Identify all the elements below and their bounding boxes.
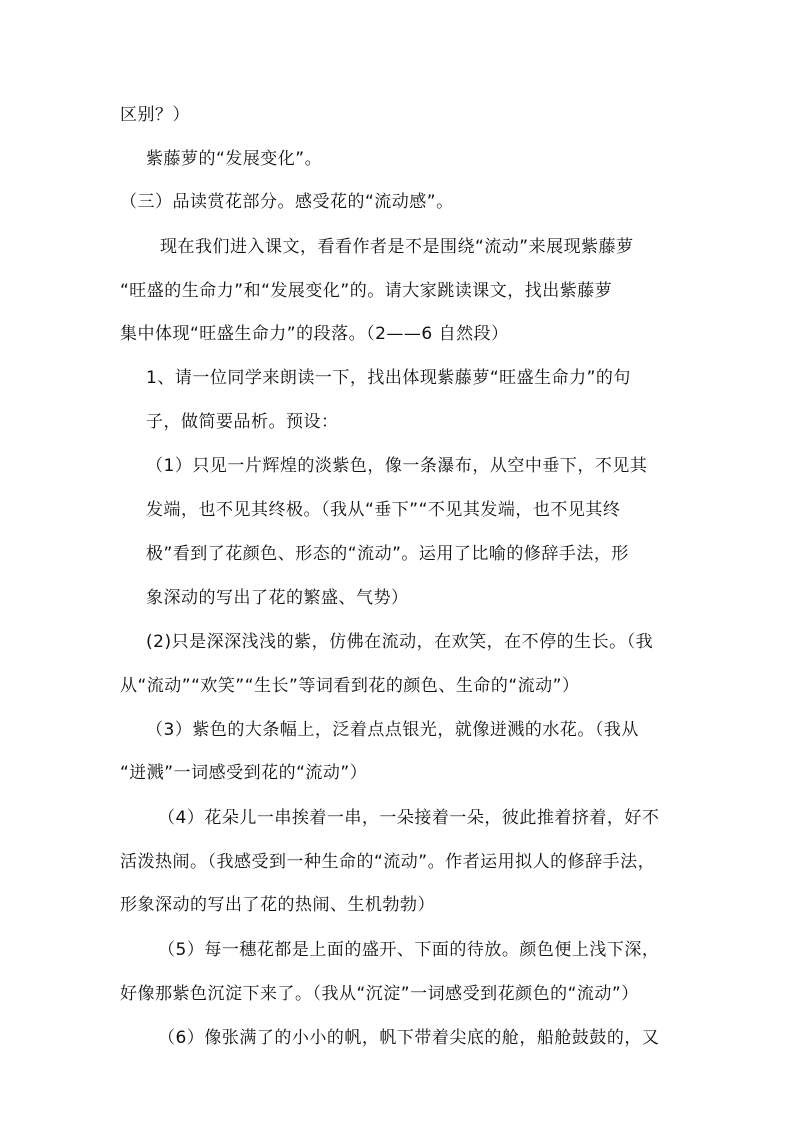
text-line-9: （1）只见一片辉煌的淡紫色，像一条瀑布，从空中垂下，不见其 — [146, 456, 648, 476]
text-line-7: 1、请一位同学来朗读一下，找出体现紫藤萝“旺盛生命力”的句 — [146, 368, 631, 388]
text-line-2: 紫藤萝的“发展变化”。 — [146, 149, 323, 169]
text-line-16: “迸溅”一词感受到花的“流动”） — [120, 763, 368, 783]
text-line-18: 活泼热闹。（我感受到一种生命的“流动”。作者运用拟人的修辞手法， — [120, 852, 656, 872]
text-line-4: 现在我们进入课文，看看作者是不是围绕“流动”来展现紫藤萝 — [160, 237, 634, 257]
text-line-10: 发端，也不见其终极。（我从“垂下”“不见其发端，也不见其终 — [146, 500, 621, 520]
text-line-15: （3）紫色的大条幅上，泛着点点银光，就像迸溅的水花。（我从 — [146, 720, 639, 740]
text-line-21: 好像那紫色沉淀下来了。（我从“沉淀”一词感受到花颜色的“流动”） — [120, 984, 639, 1004]
text-line-5: “旺盛的生命力”和“发展变化”的。请大家跳读课文，找出紫藤萝 — [120, 281, 613, 301]
text-line-17: （4）花朵儿一串挨着一串，一朵接着一朵，彼此推着挤着，好不 — [158, 808, 660, 828]
text-line-12: 象深动的写出了花的繁盛、气势） — [146, 588, 409, 608]
text-line-19: 形象深动的写出了花的热闹、生机勃勃） — [120, 895, 435, 915]
text-line-6: 集中体现“旺盛生命力”的段落。（2——6 自然段） — [120, 324, 509, 344]
text-line-14: 从“流动”“欢笑”“生长”等词看到花的颜色、生命的“流动”） — [120, 676, 580, 696]
text-line-13: (2)只是深深浅浅的紫，仿佛在流动，在欢笑，在不停的生长。（我 — [146, 632, 654, 652]
text-line-8: 子，做简要品析。预设： — [146, 412, 339, 432]
text-line-1: 区别？） — [120, 105, 190, 125]
text-line-22: （6）像张满了的小小的帆，帆下带着尖底的舱，船舱鼓鼓的，又 — [158, 1028, 660, 1048]
section-heading: （三）品读赏花部分。感受花的“流动感”。 — [120, 192, 454, 212]
text-line-11: 极”看到了花颜色、形态的“流动”。运用了比喻的修辞手法，形 — [146, 544, 629, 564]
text-line-20: （5）每一穗花都是上面的盛开、下面的待放。颜色便上浅下深， — [158, 940, 660, 960]
